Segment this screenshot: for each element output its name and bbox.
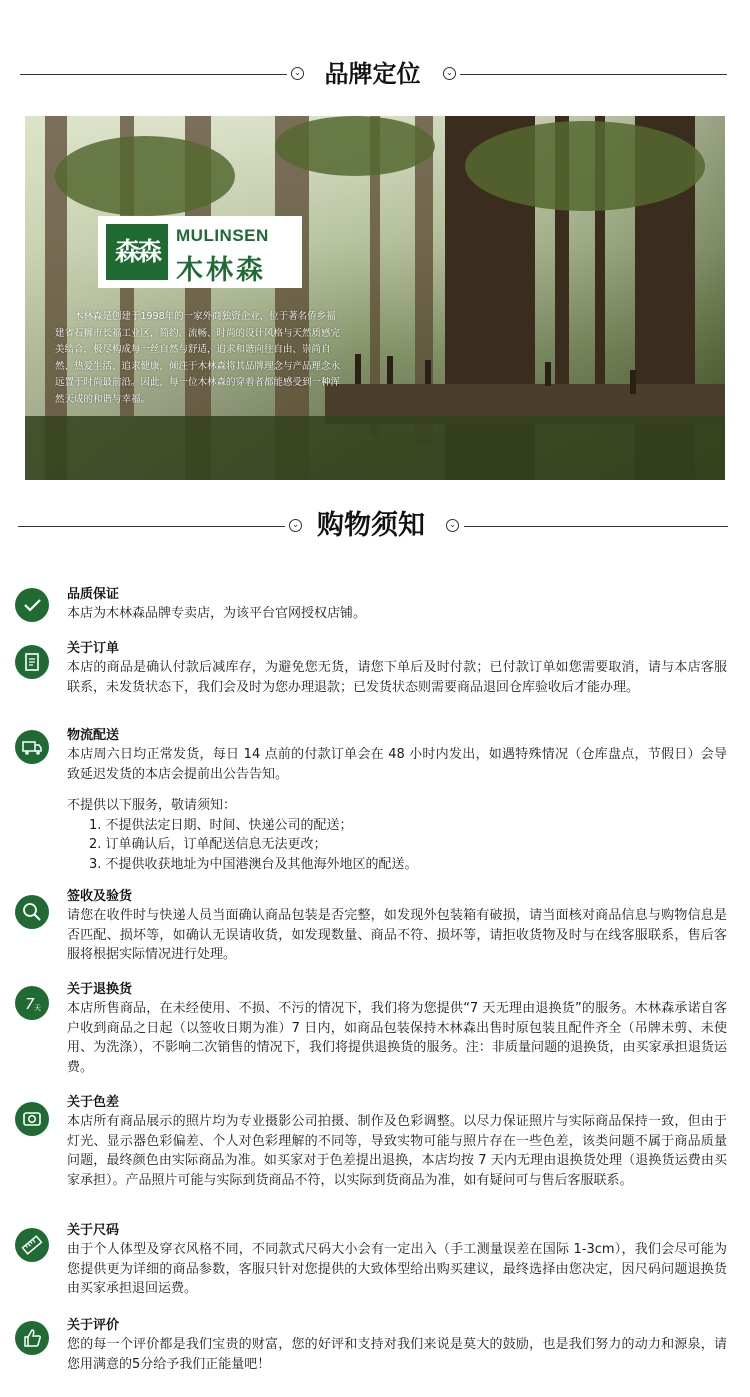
order-document-icon xyxy=(15,645,49,679)
camera-icon xyxy=(15,1102,49,1136)
item-title: 关于色差 xyxy=(67,1095,120,1110)
checkmark-icon xyxy=(15,588,49,622)
item-title: 关于退换货 xyxy=(67,982,133,997)
brand-section-header xyxy=(0,54,750,94)
chevron-down-icon: ⌄ xyxy=(291,67,304,80)
brand-logo xyxy=(98,216,302,288)
notice-list-item: 2. 订单确认后，订单配送信息无法更改； xyxy=(89,837,327,852)
item-title: 品质保证 xyxy=(67,587,120,602)
chevron-down-icon: ⌄ xyxy=(289,519,302,532)
svg-text:天: 天 xyxy=(34,1004,41,1012)
item-title: 签收及验货 xyxy=(67,889,133,904)
item-body: 本店的商品是确认付款后减库存，为避免您无货，请您下单后及时付款；已付款订单如您需要取消，请与本店客服联系，未发货状态下，我们会及时为您办理退款；已发货状态则需要商品退回仓库验收后才能办理。 xyxy=(67,660,727,695)
item-body: 由于个人体型及穿衣风格不同，不同款式尺码大小会有一定出入（手工测量误差在国际 1-3cm），我们会尽可能为您提供更为详细的商品参数，客服只针对您提供的大致体型给出购买建议，最终选择由您决定，因尺码问题退换货由买家承担退回运费。 xyxy=(67,1242,727,1296)
divider-line xyxy=(20,74,287,75)
notice-list-item: 1. 不提供法定日期、时间、快递公司的配送； xyxy=(89,817,353,833)
seven-day-return-icon xyxy=(15,986,49,1020)
item-body: 本店所售商品，在未经使用、不损、不污的情况下，我们将为您提供“7 天无理由退换货”的服务。木林森承诺自客户收到商品之日起（以签收日期为准）7 日内，如商品包装保持木林森出售时原包装且配件齐全（吊牌未剪、未使用、为洗涤），不影响二次销售的情况下，我们将提供退换货的服务。注：非质量问题的退换货，由买家承担退货运费。 xyxy=(67,1001,727,1075)
shop-section-header xyxy=(0,506,750,546)
logo-chinese-name: 木林森 xyxy=(176,255,266,286)
delivery-truck-icon xyxy=(15,730,49,764)
service-notice xyxy=(67,796,418,874)
svg-text:7: 7 xyxy=(25,995,35,1013)
brand-banner-image xyxy=(25,116,725,480)
logo-mark: 森森 xyxy=(106,224,168,280)
logo-english-name: MULINSEN xyxy=(176,226,269,245)
chevron-down-icon: ⌄ xyxy=(443,67,456,80)
item-title: 关于评价 xyxy=(67,1318,120,1333)
item-title: 关于尺码 xyxy=(67,1223,120,1238)
shop-section-title: 购物须知 xyxy=(317,510,425,541)
notice-list xyxy=(67,816,418,875)
brand-section-title: 品牌定位 xyxy=(324,60,421,88)
item-title: 关于订单 xyxy=(67,641,120,656)
item-body: 本店所有商品展示的照片均为专业摄影公司拍摄、制作及色彩调整。以尽力保证照片与实际商品保持一致，但由于灯光、显示器色彩偏差、个人对色彩理解的不同等，导致实物可能与照片存在一些色差，该类问题不属于商品质量问题，最终颜色由实际商品为准。如买家对于色差提出退换，本店均按 7 天内无理由退换货处理（退换货运费由买家承担）。产品照片可能与实际到货商品不符，以实际到货商品为准，如有疑问可与售后客服联系。 xyxy=(67,1114,727,1188)
notice-intro: 不提供以下服务，敬请须知： xyxy=(67,798,237,813)
chevron-down-icon: ⌄ xyxy=(446,519,459,532)
item-body: 本店为木林森品牌专卖店，为该平台官网授权店铺。 xyxy=(67,606,367,621)
item-body: 本店周六日均正常发货，每日 14 点前的付款订单会在 48 小时内发出，如遇特殊情况（仓库盘点，节假日）会导致延迟发货的本店会提前出公告告知。 xyxy=(67,747,727,782)
brand-description: 木林森是创建于1998年的一家外商独资企业，位于著名侨乡福建省石狮市长福工业区，简约、流畅、时尚的设计风格与天然质感完美结合，极尽构成每一丝自然与舒适，追求和谐向往自由、崇尚自然、热爱生活、追求健康，倾注于木林森将其品牌理念与产品理念永远置于时尚最前沿。因此，每一位木林森的穿着者都能感受到一种浑然天成的和谐与幸福。 xyxy=(55,311,341,405)
item-body: 您的每一个评价都是我们宝贵的财富，您的好评和支持对我们来说是莫大的鼓励，也是我们努力的动力和源泉，请您用满意的5分给予我们正能量吧！ xyxy=(67,1337,727,1372)
divider-line xyxy=(18,526,285,527)
divider-line xyxy=(464,526,728,527)
divider-line xyxy=(460,74,727,75)
item-title: 物流配送 xyxy=(67,728,120,743)
thumbs-up-icon xyxy=(15,1321,49,1355)
ruler-icon xyxy=(15,1228,49,1262)
notice-list-item: 3. 不提供收获地址为中国港澳台及其他海外地区的配送。 xyxy=(89,856,418,872)
item-body: 请您在收件时与快递人员当面确认商品包装是否完整，如发现外包装箱有破损，请当面核对商品信息与购物信息是否匹配、损坏等，如确认无误请收货，如发现数量、商品不符、损坏等，请拒收货物及时与在线客服联系，售后客服将根据实际情况进行处理。 xyxy=(67,908,727,962)
magnifier-icon xyxy=(15,895,49,929)
